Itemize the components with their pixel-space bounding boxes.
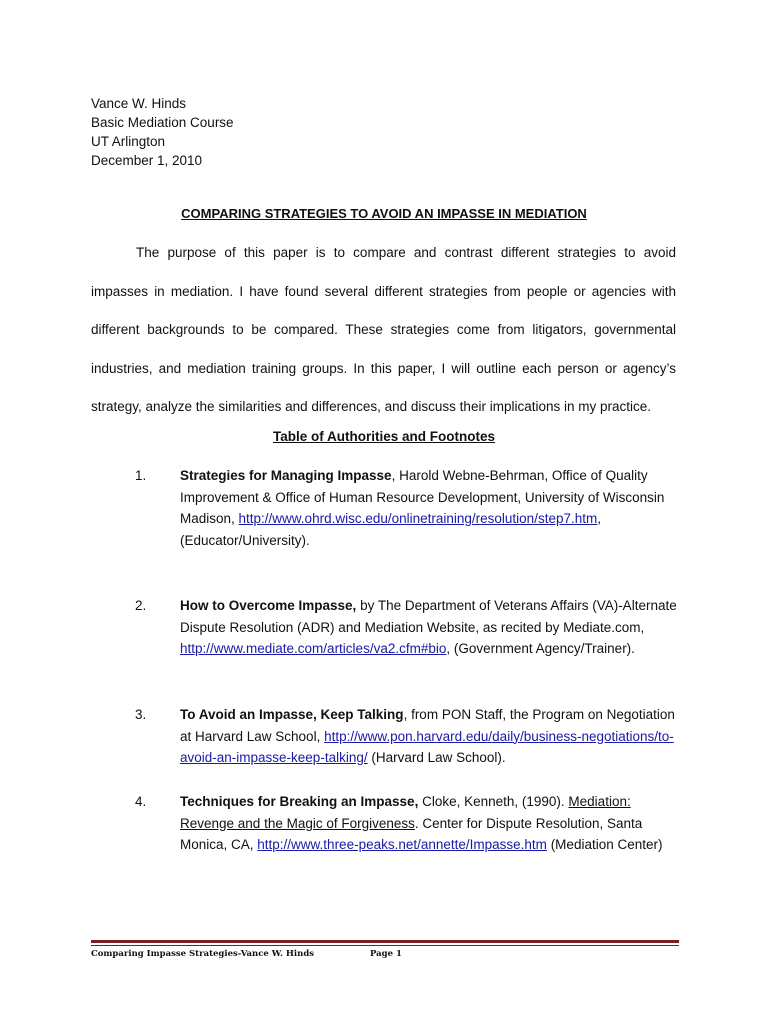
paper-date: December 1, 2010	[91, 153, 203, 168]
footer-title: Comparing Impasse Strategies-Vance W. Hinds	[91, 949, 315, 959]
reference-body: To Avoid an Impasse, Keep Talking, from PON Staff, the Program on Negotiation at Harvard Law School, http://www.pon.harvard.edu/daily/business-negotiations/to-avoid-an-impasse-keep-talking/ (Harvard Law School).	[180, 707, 675, 765]
reference-title: Strategies for Managing Impasse	[180, 468, 392, 483]
course-name: Basic Mediation Course	[91, 115, 234, 130]
author-name: Vance W. Hinds	[91, 96, 187, 111]
reference-title: To Avoid an Impasse, Keep Talking	[180, 707, 404, 722]
table-of-authorities-heading: Table of Authorities and Footnotes	[273, 429, 495, 444]
reference-item-4	[135, 791, 680, 856]
book-title: Mediation: Revenge and the Magic of Forgiveness	[180, 794, 631, 831]
reference-link[interactable]: http://www.three-peaks.net/annette/Impasse.htm	[257, 837, 547, 852]
footer-page-number: Page 1	[370, 949, 402, 959]
reference-title: Techniques for Breaking an Impasse,	[180, 794, 419, 809]
reference-number: 1.	[135, 468, 147, 483]
reference-number: 4.	[135, 794, 147, 809]
reference-item-2	[135, 595, 680, 660]
reference-number: 2.	[135, 598, 147, 613]
reference-item-3	[135, 704, 680, 769]
footer-rule-thin	[91, 945, 679, 946]
paper-title: COMPARING STRATEGIES TO AVOID AN IMPASSE IN MEDIATION	[181, 206, 587, 221]
reference-body: How to Overcome Impasse, by The Department of Veterans Affairs (VA)-Alternate Dispute Resolution (ADR) and Mediation Website, as recited by Mediate.com, http://www.mediate.com/articles/va2.cfm#bio, (Government Agency/Trainer).	[180, 598, 677, 656]
reference-body: Techniques for Breaking an Impasse, Cloke, Kenneth, (1990). Mediation: Revenge and the Magic of Forgiveness. Center for Dispute Resolution, Santa Monica, CA, http://www.three-peaks.net/annette/Impasse.htm (Mediation Center)	[180, 794, 663, 852]
reference-title: How to Overcome Impasse,	[180, 598, 357, 613]
school-name: UT Arlington	[91, 134, 166, 149]
footer-rule	[91, 940, 679, 943]
intro-paragraph: The purpose of this paper is to compare and contrast different strategies to avoid impasses in mediation. I have found several different strategies from people or agencies with different backgrounds to be compared. These strategies come from litigators, governmental industries, and mediation training groups. In this paper, I will outline each person or agency’s strategy, analyze the similarities and differences, and discuss their implications in my practice.	[91, 245, 676, 414]
reference-link[interactable]: http://www.ohrd.wisc.edu/onlinetraining/resolution/step7.htm	[238, 511, 598, 526]
reference-link[interactable]: http://www.pon.harvard.edu/daily/business-negotiations/to-avoid-an-impasse-keep-talking/	[180, 728, 674, 765]
reference-item-1	[135, 465, 680, 551]
reference-number: 3.	[135, 707, 147, 722]
author-header	[91, 94, 234, 170]
reference-link[interactable]: http://www.mediate.com/articles/va2.cfm#bio	[180, 641, 447, 656]
reference-body: Strategies for Managing Impasse, Harold Webne-Behrman, Office of Quality Improvement & Office of Human Resource Development, University of Wisconsin Madison, http://www.ohrd.wisc.edu/onlinetraining/resolution/step7.htm, (Educator/University).	[180, 468, 665, 548]
